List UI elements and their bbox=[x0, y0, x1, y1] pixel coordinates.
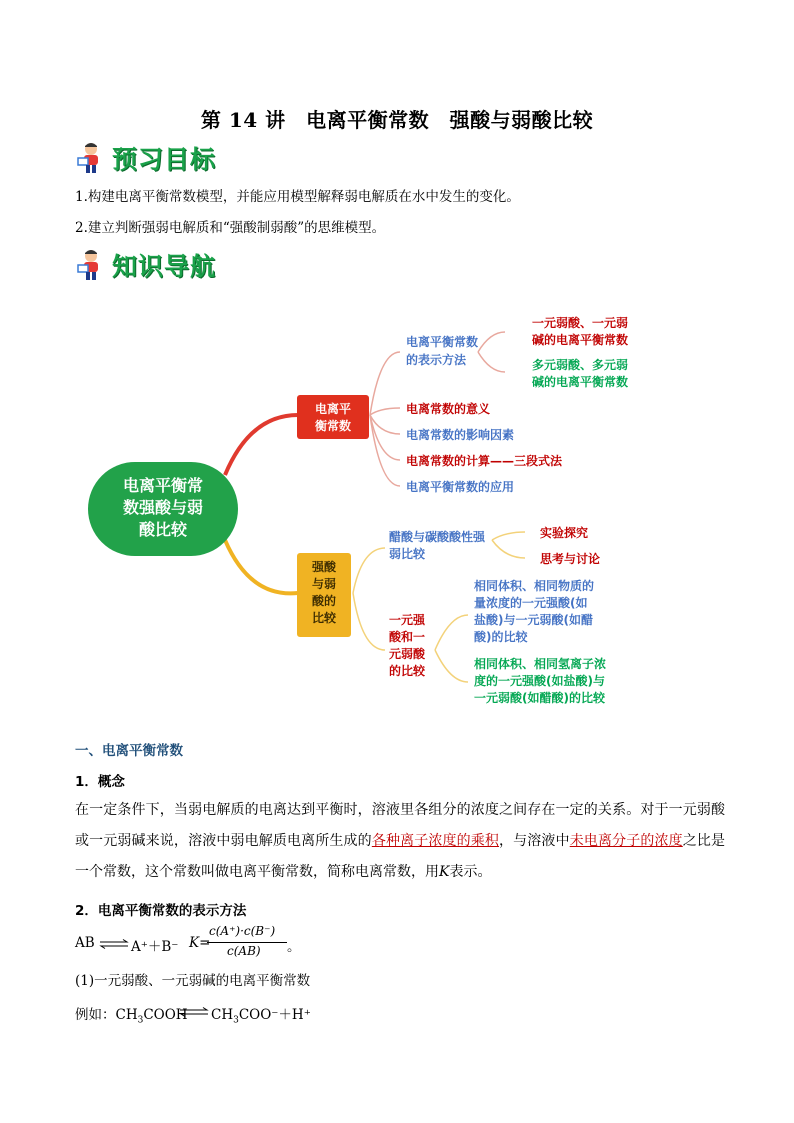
preview-goals-banner bbox=[74, 141, 216, 175]
b2-sub1-item2: 思考与讨论 bbox=[540, 552, 601, 566]
branch2-line-4: 比较 bbox=[311, 611, 337, 625]
b2-item2-line2: 酸和一 bbox=[389, 630, 426, 644]
formula-lhs: AB bbox=[75, 935, 95, 951]
b2-sub2-item1-line3: 盐酸)与一元弱酸(如醋 bbox=[474, 613, 593, 627]
equilibrium-arrow-icon bbox=[99, 939, 129, 949]
b2-sub2-item2-line1: 相同体积、相同氢离子浓 bbox=[474, 657, 607, 671]
root-to-branch2-line bbox=[225, 540, 298, 593]
example-p2: CH bbox=[211, 1007, 234, 1023]
b2-item1-line1: 醋酸与碳酸酸性强 bbox=[389, 530, 486, 544]
b2-sub2-item1-line2: 量浓度的一元强酸(如 bbox=[474, 596, 588, 610]
b1-item4: 电离常数的计算——三段式法 bbox=[406, 454, 563, 468]
fraction-bar bbox=[207, 942, 287, 943]
example-tail: COO⁻＋H⁺ bbox=[238, 1007, 311, 1023]
para-a: 在一定条件下，当弱电解质的电离达到平衡时，溶液里各组分的浓度之间存在一定的关系。对于一元弱酸或一元弱碱来说，溶液中弱电解质电离所生成的 bbox=[75, 802, 725, 849]
para-underline-2: 未电离分子的浓度 bbox=[569, 833, 683, 849]
b2-sub2-item1-line4: 酸)的比较 bbox=[474, 630, 528, 644]
item-1: (1)一元弱酸、一元弱碱的电离平衡常数 bbox=[75, 973, 311, 989]
student-icon bbox=[74, 141, 108, 175]
example-equation bbox=[75, 1001, 395, 1026]
equilibrium-formula bbox=[75, 926, 375, 962]
example-lhs bbox=[75, 1003, 188, 1026]
formula-numerator: c(A⁺)·c(B⁻) bbox=[209, 924, 276, 938]
branch2-line-1: 强酸 bbox=[311, 560, 337, 574]
knowledge-nav-banner bbox=[74, 248, 216, 282]
b1-sub2-line1: 多元弱酸、多元弱 bbox=[532, 358, 629, 372]
concept-paragraph bbox=[75, 795, 725, 888]
goal-1: 1.构建电离平衡常数模型，并能应用模型解释弱电解质在水中发生的变化。 bbox=[75, 189, 520, 205]
subheading-expression: 2．电离平衡常数的表示方法 bbox=[75, 903, 247, 919]
b1-sub2-line2: 碱的电离平衡常数 bbox=[532, 375, 629, 389]
para-d: 表示。 bbox=[449, 864, 492, 880]
formula-rhs: A⁺＋B⁻ bbox=[131, 939, 179, 955]
section-heading: 一、电离平衡常数 bbox=[75, 743, 183, 759]
para-underline-1: 各种离子浓度的乘积 bbox=[371, 833, 500, 849]
mind-map bbox=[0, 290, 794, 720]
branch2-line-2: 与弱 bbox=[311, 577, 337, 591]
b1-item5: 电离平衡常数的应用 bbox=[406, 480, 515, 494]
formula-k: K= bbox=[189, 935, 211, 951]
formula-end: 。 bbox=[287, 939, 301, 955]
student-icon bbox=[74, 248, 108, 282]
example-sub-1: 3 bbox=[137, 1015, 144, 1026]
b1-item1-line2: 的表示方法 bbox=[406, 353, 467, 367]
example-rhs bbox=[211, 1003, 311, 1026]
branch1-line-2: 衡常数 bbox=[314, 419, 352, 433]
branch2-line-3: 酸的 bbox=[311, 594, 337, 608]
b1-sub1-line1: 一元弱酸、一元弱 bbox=[532, 316, 629, 330]
para-c: 之比是一个常数，这个常数叫做电离平衡常数，简称电离常数，用 bbox=[75, 833, 726, 880]
preview-goals-heading: 预习目标 bbox=[112, 145, 217, 174]
goal-2: 2.建立判断强弱电解质和“强酸制弱酸”的思维模型。 bbox=[75, 220, 386, 236]
root-to-branch1-line bbox=[225, 415, 298, 475]
b2-sub2-item2-line2: 度的一元强酸(如盐酸)与 bbox=[474, 674, 605, 688]
b2-item1-line2: 弱比较 bbox=[389, 547, 426, 561]
formula-denominator: c(AB) bbox=[227, 944, 261, 958]
b2-sub2-item2-line3: 一元弱酸(如醋酸)的比较 bbox=[474, 691, 605, 705]
root-line-3: 酸比较 bbox=[138, 520, 188, 539]
knowledge-nav-heading: 知识导航 bbox=[112, 252, 217, 281]
equilibrium-arrow-icon bbox=[179, 1007, 209, 1017]
example-prefix: 例如：CH bbox=[75, 1007, 138, 1023]
example-sub-2: 3 bbox=[233, 1015, 239, 1026]
example-mid: COOH bbox=[143, 1007, 188, 1023]
root-line-2: 数强酸与弱 bbox=[122, 498, 204, 517]
b2-sub1-item1: 实验探究 bbox=[540, 526, 589, 540]
subheading-concept: 1．概念 bbox=[75, 774, 125, 790]
page-title: 第 14 讲 电离平衡常数 强酸与弱酸比较 bbox=[200, 108, 594, 132]
b1-item2: 电离常数的意义 bbox=[406, 402, 491, 416]
b2-item2-line1: 一元强 bbox=[389, 613, 426, 627]
b1-sub1-line2: 碱的电离平衡常数 bbox=[532, 333, 629, 347]
b2-item2-line3: 元弱酸 bbox=[389, 647, 426, 661]
b1-item3: 电离常数的影响因素 bbox=[406, 428, 515, 442]
b2-item2-line4: 的比较 bbox=[389, 664, 426, 678]
b1-item1-line1: 电离平衡常数 bbox=[406, 335, 479, 349]
branch1-line-1: 电离平 bbox=[314, 402, 352, 416]
b2-sub2-item1-line1: 相同体积、相同物质的 bbox=[474, 579, 595, 593]
para-k: K bbox=[439, 864, 450, 880]
para-b: ，与溶液中 bbox=[499, 833, 570, 849]
root-line-1: 电离平衡常 bbox=[122, 476, 204, 495]
